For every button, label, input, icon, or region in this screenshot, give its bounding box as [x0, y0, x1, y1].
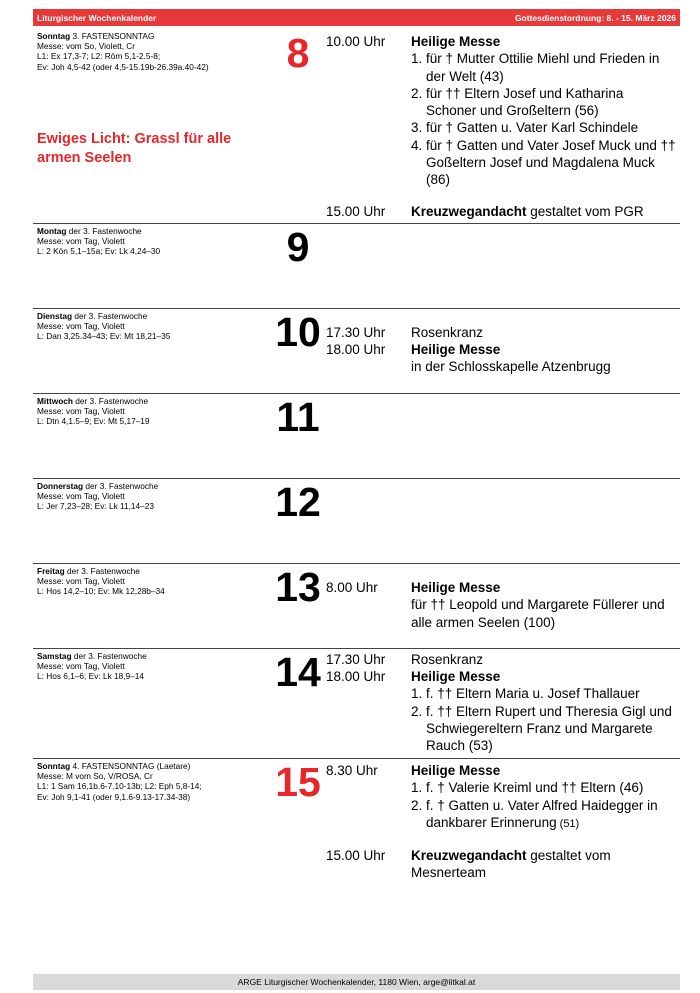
day-row	[33, 28, 680, 224]
day-number: 15	[275, 759, 321, 805]
mass-info: Messe: vom Tag, Violett	[37, 576, 125, 587]
day-meta	[37, 311, 287, 342]
intention: 2. für †† Eltern Josef und Katharina Schoner und Großeltern (56)	[411, 85, 624, 119]
event-title: Kreuzwegandacht	[411, 848, 527, 863]
day-name: Sonntag	[37, 31, 71, 41]
intention: 2. f. † Gatten u. Vater Alfred Haidegger in dankbarer Erinnerung (51)	[411, 797, 658, 830]
event	[326, 203, 676, 220]
day-name: Montag	[37, 226, 67, 236]
day-name: Dienstag	[37, 311, 73, 321]
day-number: 12	[275, 479, 321, 525]
event-title: Heilige Messe	[411, 342, 501, 357]
day-name: Sonntag	[37, 761, 71, 771]
reading-info: L: Jer 7,23–28; Ev: Lk 11,14–23	[37, 501, 155, 512]
day-row	[33, 478, 680, 564]
event-time: 15.00 Uhr	[326, 204, 386, 219]
day-title: der 3. Fastenwoche	[64, 566, 140, 576]
day-title: 4. FASTENSONNTAG (Laetare)	[70, 761, 191, 771]
intention: 2. f. †† Eltern Rupert und Theresia Gigl und Schwiegereltern Franz und Margarete Rauch (53)	[411, 703, 672, 754]
event-title: Heilige Messe	[411, 669, 501, 684]
reading-info: L1: 1 Sam 16,1b.6-7.10-13b; L2: Eph 5,8-14;	[37, 781, 202, 792]
gospel-info: Ev: Joh 9,1-41 (oder 9,1.6-9.13-17.34-38)	[37, 791, 191, 802]
reading-info: L: Hos 14,2–10; Ev: Mk 12,28b–34	[37, 586, 165, 597]
day-title: 3. FASTENSONNTAG	[70, 31, 155, 41]
reading-info: L: Hos 6,1–6; Ev: Lk 18,9–14	[37, 671, 145, 682]
mass-info: Messe: vom Tag, Violett	[37, 661, 125, 672]
event-detail: für †† Leopold und Margarete Füllerer und alle armen Seelen (100)	[411, 597, 665, 630]
mass-info: Messe: vom Tag, Violett	[37, 236, 125, 247]
day-name: Freitag	[37, 566, 65, 576]
mass-info: Messe: vom So, Violett, Cr	[37, 41, 136, 52]
event-title: Heilige Messe	[411, 580, 501, 595]
event-title: Rosenkranz	[411, 325, 484, 340]
intention: 1. f. †† Eltern Maria u. Josef Thallauer	[411, 686, 640, 702]
gospel-info: Ev: Joh 4,5-42 (oder 4,5-15.19b-26.39a.40-42)	[37, 61, 209, 72]
event	[326, 668, 676, 754]
reading-info: L: Dtn 4,1.5–9; Ev: Mt 5,17–19	[37, 416, 150, 427]
event	[326, 762, 676, 833]
event	[326, 579, 676, 631]
intention: 4. für † Gatten und Vater Josef Muck und †† Goßeltern Josef und Magdalena Muck (86)	[411, 137, 676, 188]
mass-info: Messe: vom Tag, Violett	[37, 406, 125, 417]
day-meta	[37, 761, 287, 802]
event-title: Heilige Messe	[411, 34, 501, 49]
reading-info: L1: Ex 17,3-7; L2: Röm 5,1-2.5-8;	[37, 51, 161, 62]
day-name: Samstag	[37, 651, 72, 661]
day-number: 13	[275, 564, 321, 610]
day-row	[33, 393, 680, 479]
day-number: 9	[286, 224, 310, 270]
day-number: 10	[275, 309, 321, 355]
event	[326, 324, 676, 341]
day-title: der 3. Fastenwoche	[72, 311, 148, 321]
eternal-light-note: Ewiges Licht: Grassl für alle armen Seelen	[37, 131, 232, 166]
day-name: Mittwoch	[37, 396, 73, 406]
mass-info: Messe: vom Tag, Violett	[37, 491, 125, 502]
event	[326, 341, 676, 376]
day-row	[33, 563, 680, 649]
event-title: Rosenkranz	[411, 652, 484, 667]
mass-info: Messe: vom Tag, Violett	[37, 321, 125, 332]
event-time: 18.00 Uhr	[326, 669, 386, 684]
day-meta	[37, 31, 287, 72]
event-time: 18.00 Uhr	[326, 342, 386, 357]
event	[326, 847, 676, 882]
day-title: der 3. Fastenwoche	[83, 481, 159, 491]
day-row	[33, 758, 680, 908]
mass-info: Messe: M vom So, V/ROSA, Cr	[37, 771, 153, 782]
day-meta	[37, 566, 287, 597]
header-right: Gottesdienstordnung: 8. - 15. März 2026	[514, 12, 676, 23]
intention: 1. f. † Valerie Kreiml und †† Eltern (46)	[411, 780, 644, 796]
event	[326, 33, 676, 189]
event-time: 8.30 Uhr	[326, 763, 378, 778]
event-time: 8.00 Uhr	[326, 580, 378, 595]
day-number: 14	[275, 649, 321, 695]
footer: ARGE Liturgischer Wochenkalender, 1180 Wien, arge@litkal.at	[33, 974, 680, 990]
day-row	[33, 223, 680, 309]
header-left: Liturgischer Wochenkalender	[37, 12, 157, 23]
event-suffix: gestaltet vom Mesnerteam	[411, 848, 611, 881]
day-row	[33, 308, 680, 394]
day-title: der 3. Fastenwoche	[71, 651, 147, 661]
event-title: Heilige Messe	[411, 763, 501, 778]
event-detail: in der Schlosskapelle Atzenbrugg	[411, 359, 611, 375]
reading-info: L: 2 Kön 5,1–15a; Ev: Lk 4,24–30	[37, 246, 161, 257]
day-number: 11	[276, 394, 320, 440]
day-meta	[37, 651, 287, 682]
event-time: 15.00 Uhr	[326, 848, 386, 863]
intention: 1. für † Mutter Ottilie Miehl und Frieden in der Welt (43)	[411, 51, 660, 84]
day-meta	[37, 226, 287, 257]
day-title: der 3. Fastenwoche	[72, 396, 149, 406]
day-meta	[37, 396, 287, 427]
day-meta	[37, 481, 287, 512]
day-name: Donnerstag	[37, 481, 84, 491]
event-suffix: gestaltet vom PGR	[526, 204, 644, 219]
day-number: 8	[286, 30, 310, 76]
day-title: der 3. Fastenwoche	[66, 226, 142, 236]
event-time: 17.30 Uhr	[326, 652, 386, 667]
reading-info: L: Dan 3,25.34–43; Ev: Mt 18,21–35	[37, 331, 171, 342]
event-time: 10.00 Uhr	[326, 34, 386, 49]
intention: 3. für † Gatten u. Vater Karl Schindele	[411, 120, 639, 136]
day-row	[33, 648, 680, 759]
event-title: Kreuzwegandacht	[411, 204, 527, 219]
event-time: 17.30 Uhr	[326, 325, 386, 340]
event	[326, 651, 676, 668]
header-bar	[33, 9, 680, 26]
